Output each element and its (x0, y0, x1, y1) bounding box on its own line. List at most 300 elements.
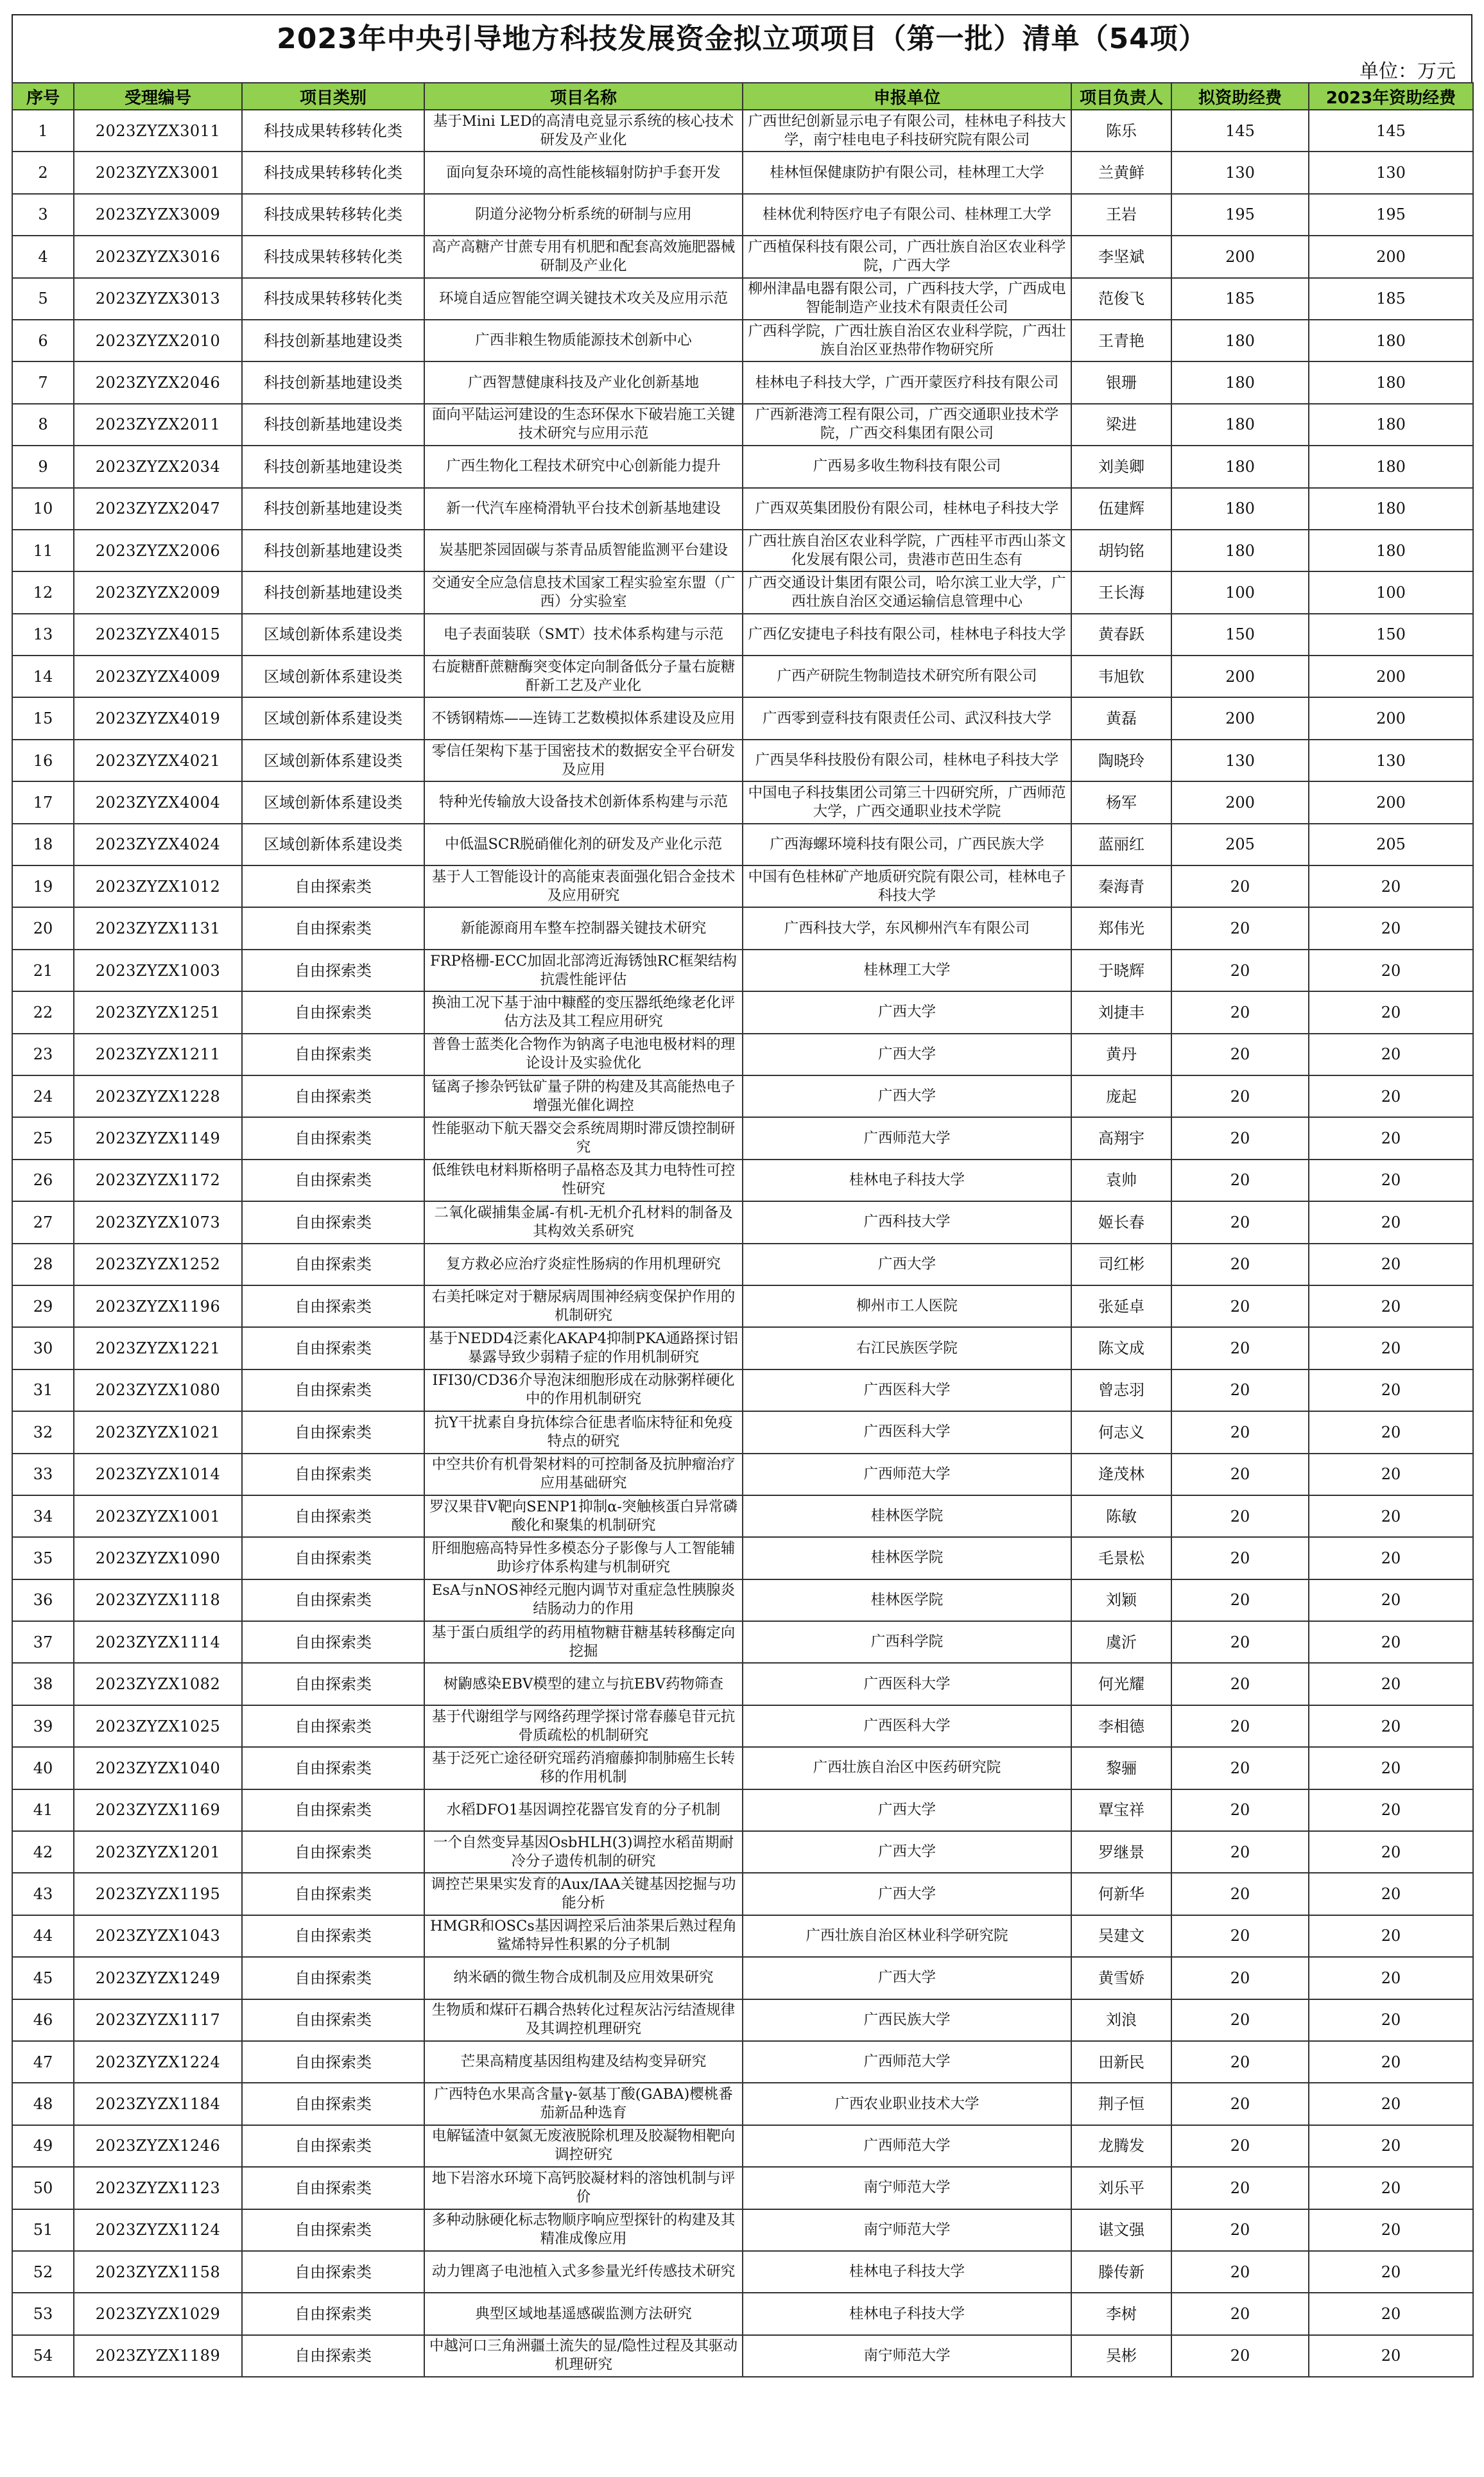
cell-category[interactable]: 科技成果转移转化类 (242, 194, 424, 236)
cell-fund-2023[interactable]: 180 (1309, 488, 1473, 530)
cell-fund[interactable]: 145 (1171, 110, 1309, 152)
cell-project-name[interactable]: 新能源商用车整车控制器关键技术研究 (424, 907, 743, 949)
col-header-no[interactable]: 序号 (12, 83, 74, 110)
cell-leader[interactable]: 李相德 (1071, 1705, 1171, 1747)
cell-no[interactable]: 7 (12, 361, 74, 403)
cell-leader[interactable]: 刘颖 (1071, 1579, 1171, 1621)
cell-applicant-unit[interactable]: 广西医科大学 (743, 1369, 1071, 1411)
cell-category[interactable]: 自由探索类 (242, 1495, 424, 1537)
cell-code[interactable]: 2023ZYZX1196 (74, 1285, 242, 1327)
cell-no[interactable]: 53 (12, 2293, 74, 2334)
cell-leader[interactable]: 荆子恒 (1071, 2083, 1171, 2125)
cell-fund[interactable]: 200 (1171, 781, 1309, 823)
cell-project-name[interactable]: IFI30/CD36介导泡沫细胞形成在动脉粥样硬化中的作用机制研究 (424, 1369, 743, 1411)
cell-project-name[interactable]: 广西特色水果高含量γ-氨基丁酸(GABA)樱桃番茄新品种选育 (424, 2083, 743, 2125)
cell-leader[interactable]: 王青艳 (1071, 320, 1171, 361)
cell-leader[interactable]: 秦海青 (1071, 865, 1171, 907)
cell-fund[interactable]: 20 (1171, 1873, 1309, 1915)
cell-applicant-unit[interactable]: 南宁师范大学 (743, 2209, 1071, 2251)
cell-leader[interactable]: 陶晓玲 (1071, 740, 1171, 781)
cell-applicant-unit[interactable]: 广西科学院 (743, 1621, 1071, 1663)
cell-applicant-unit[interactable]: 广西亿安捷电子科技有限公司，桂林电子科技大学 (743, 614, 1071, 656)
cell-leader[interactable]: 郑伟光 (1071, 907, 1171, 949)
cell-no[interactable]: 32 (12, 1411, 74, 1453)
col-header-unit[interactable]: 申报单位 (743, 83, 1071, 110)
cell-fund-2023[interactable]: 20 (1309, 1663, 1473, 1705)
cell-no[interactable]: 47 (12, 2041, 74, 2083)
cell-code[interactable]: 2023ZYZX1251 (74, 991, 242, 1033)
cell-no[interactable]: 37 (12, 1621, 74, 1663)
cell-project-name[interactable]: 广西非粮生物质能源技术创新中心 (424, 320, 743, 361)
cell-fund-2023[interactable]: 20 (1309, 2251, 1473, 2293)
cell-leader[interactable]: 何新华 (1071, 1873, 1171, 1915)
cell-applicant-unit[interactable]: 南宁师范大学 (743, 2167, 1071, 2209)
cell-applicant-unit[interactable]: 中国电子科技集团公司第三十四研究所，广西师范大学，广西交通职业技术学院 (743, 781, 1071, 823)
cell-fund-2023[interactable]: 20 (1309, 1873, 1473, 1915)
cell-fund-2023[interactable]: 100 (1309, 571, 1473, 613)
cell-leader[interactable]: 王长海 (1071, 571, 1171, 613)
cell-no[interactable]: 11 (12, 530, 74, 571)
cell-fund-2023[interactable]: 20 (1309, 2293, 1473, 2334)
cell-category[interactable]: 科技创新基地建设类 (242, 320, 424, 361)
cell-no[interactable]: 51 (12, 2209, 74, 2251)
cell-leader[interactable]: 覃宝祥 (1071, 1789, 1171, 1831)
cell-project-name[interactable]: 炭基肥茶园固碳与茶青品质智能监测平台建设 (424, 530, 743, 571)
cell-leader[interactable]: 黄磊 (1071, 697, 1171, 739)
cell-applicant-unit[interactable]: 广西昊华科技股份有限公司，桂林电子科技大学 (743, 740, 1071, 781)
cell-no[interactable]: 22 (12, 991, 74, 1033)
cell-fund[interactable]: 20 (1171, 1201, 1309, 1243)
cell-fund-2023[interactable]: 20 (1309, 991, 1473, 1033)
cell-category[interactable]: 自由探索类 (242, 1705, 424, 1747)
cell-fund-2023[interactable]: 200 (1309, 236, 1473, 277)
cell-fund[interactable]: 180 (1171, 320, 1309, 361)
cell-fund-2023[interactable]: 180 (1309, 404, 1473, 446)
cell-code[interactable]: 2023ZYZX1158 (74, 2251, 242, 2293)
cell-leader[interactable]: 兰黄鲜 (1071, 152, 1171, 193)
cell-no[interactable]: 38 (12, 1663, 74, 1705)
cell-leader[interactable]: 陈文成 (1071, 1327, 1171, 1369)
cell-code[interactable]: 2023ZYZX1124 (74, 2209, 242, 2251)
cell-project-name[interactable]: 中低温SCR脱硝催化剂的研发及产业化示范 (424, 824, 743, 865)
cell-fund-2023[interactable]: 20 (1309, 1621, 1473, 1663)
cell-code[interactable]: 2023ZYZX1090 (74, 1537, 242, 1579)
cell-project-name[interactable]: 锰离子掺杂钙钛矿量子阱的构建及其高能热电子增强光催化调控 (424, 1075, 743, 1117)
cell-fund[interactable]: 180 (1171, 530, 1309, 571)
cell-applicant-unit[interactable]: 广西大学 (743, 1789, 1071, 1831)
col-header-category[interactable]: 项目类别 (242, 83, 424, 110)
cell-no[interactable]: 46 (12, 1999, 74, 2041)
cell-leader[interactable]: 黄春跃 (1071, 614, 1171, 656)
cell-code[interactable]: 2023ZYZX1021 (74, 1411, 242, 1453)
cell-leader[interactable]: 曾志羽 (1071, 1369, 1171, 1411)
cell-applicant-unit[interactable]: 桂林电子科技大学 (743, 2293, 1071, 2334)
cell-code[interactable]: 2023ZYZX2047 (74, 488, 242, 530)
cell-fund[interactable]: 130 (1171, 152, 1309, 193)
cell-no[interactable]: 39 (12, 1705, 74, 1747)
cell-applicant-unit[interactable]: 广西产研院生物制造技术研究所有限公司 (743, 656, 1071, 697)
cell-code[interactable]: 2023ZYZX1172 (74, 1160, 242, 1201)
cell-category[interactable]: 自由探索类 (242, 1244, 424, 1285)
cell-leader[interactable]: 张延卓 (1071, 1285, 1171, 1327)
cell-leader[interactable]: 罗继景 (1071, 1831, 1171, 1873)
cell-no[interactable]: 52 (12, 2251, 74, 2293)
cell-leader[interactable]: 何光耀 (1071, 1663, 1171, 1705)
cell-fund[interactable]: 20 (1171, 1411, 1309, 1453)
cell-fund[interactable]: 180 (1171, 404, 1309, 446)
cell-project-name[interactable]: 面向复杂环境的高性能核辐射防护手套开发 (424, 152, 743, 193)
cell-project-name[interactable]: 一个自然变异基因OsbHLH(3)调控水稻苗期耐冷分子遗传机制的研究 (424, 1831, 743, 1873)
cell-project-name[interactable]: 中空共价有机骨架材料的可控制备及抗肿瘤治疗应用基础研究 (424, 1454, 743, 1495)
cell-fund-2023[interactable]: 205 (1309, 824, 1473, 865)
cell-no[interactable]: 44 (12, 1915, 74, 1957)
cell-code[interactable]: 2023ZYZX3016 (74, 236, 242, 277)
cell-applicant-unit[interactable]: 桂林电子科技大学 (743, 1160, 1071, 1201)
cell-code[interactable]: 2023ZYZX4021 (74, 740, 242, 781)
cell-no[interactable]: 43 (12, 1873, 74, 1915)
cell-no[interactable]: 6 (12, 320, 74, 361)
cell-leader[interactable]: 王岩 (1071, 194, 1171, 236)
cell-category[interactable]: 自由探索类 (242, 1411, 424, 1453)
cell-leader[interactable]: 龙腾发 (1071, 2125, 1171, 2167)
cell-fund[interactable]: 20 (1171, 907, 1309, 949)
cell-code[interactable]: 2023ZYZX1073 (74, 1201, 242, 1243)
cell-no[interactable]: 15 (12, 697, 74, 739)
cell-code[interactable]: 2023ZYZX4009 (74, 656, 242, 697)
cell-applicant-unit[interactable]: 广西民族大学 (743, 1999, 1071, 2041)
cell-no[interactable]: 16 (12, 740, 74, 781)
cell-no[interactable]: 29 (12, 1285, 74, 1327)
cell-category[interactable]: 自由探索类 (242, 1369, 424, 1411)
cell-fund-2023[interactable]: 20 (1309, 1747, 1473, 1789)
cell-fund-2023[interactable]: 20 (1309, 2083, 1473, 2125)
cell-no[interactable]: 28 (12, 1244, 74, 1285)
cell-fund-2023[interactable]: 20 (1309, 1285, 1473, 1327)
cell-fund[interactable]: 20 (1171, 2041, 1309, 2083)
cell-code[interactable]: 2023ZYZX1184 (74, 2083, 242, 2125)
cell-project-name[interactable]: 基于NEDD4泛素化AKAP4抑制PKA通路探讨铝暴露导致少弱精子症的作用机制研究 (424, 1327, 743, 1369)
cell-code[interactable]: 2023ZYZX1114 (74, 1621, 242, 1663)
cell-fund[interactable]: 20 (1171, 1285, 1309, 1327)
cell-fund[interactable]: 20 (1171, 1831, 1309, 1873)
cell-no[interactable]: 13 (12, 614, 74, 656)
cell-category[interactable]: 科技成果转移转化类 (242, 152, 424, 193)
cell-fund[interactable]: 20 (1171, 2083, 1309, 2125)
cell-fund[interactable]: 20 (1171, 1663, 1309, 1705)
cell-no[interactable]: 24 (12, 1075, 74, 1117)
cell-project-name[interactable]: 电解锰渣中氨氮无废液脱除机理及胶凝物相靶向调控研究 (424, 2125, 743, 2167)
cell-no[interactable]: 26 (12, 1160, 74, 1201)
cell-fund-2023[interactable]: 20 (1309, 1327, 1473, 1369)
cell-category[interactable]: 自由探索类 (242, 1034, 424, 1075)
cell-applicant-unit[interactable]: 广西医科大学 (743, 1411, 1071, 1453)
cell-leader[interactable]: 黎骊 (1071, 1747, 1171, 1789)
cell-code[interactable]: 2023ZYZX4024 (74, 824, 242, 865)
cell-code[interactable]: 2023ZYZX1082 (74, 1663, 242, 1705)
col-header-code[interactable]: 受理编号 (74, 83, 242, 110)
cell-leader[interactable]: 谌文强 (1071, 2209, 1171, 2251)
cell-code[interactable]: 2023ZYZX1211 (74, 1034, 242, 1075)
cell-fund[interactable]: 20 (1171, 1957, 1309, 1999)
cell-leader[interactable]: 银珊 (1071, 361, 1171, 403)
cell-fund[interactable]: 20 (1171, 1915, 1309, 1957)
cell-code[interactable]: 2023ZYZX1025 (74, 1705, 242, 1747)
cell-applicant-unit[interactable]: 广西大学 (743, 991, 1071, 1033)
cell-fund[interactable]: 20 (1171, 1160, 1309, 1201)
cell-leader[interactable]: 李树 (1071, 2293, 1171, 2334)
cell-fund-2023[interactable]: 180 (1309, 530, 1473, 571)
cell-fund[interactable]: 20 (1171, 1327, 1309, 1369)
cell-project-name[interactable]: 低维铁电材料斯格明子晶格态及其力电特性可控性研究 (424, 1160, 743, 1201)
cell-fund-2023[interactable]: 20 (1309, 1160, 1473, 1201)
cell-fund-2023[interactable]: 180 (1309, 446, 1473, 487)
cell-applicant-unit[interactable]: 广西科技大学 (743, 1201, 1071, 1243)
cell-project-name[interactable]: 芒果高精度基因组构建及结构变异研究 (424, 2041, 743, 2083)
cell-fund[interactable]: 180 (1171, 361, 1309, 403)
cell-fund[interactable]: 150 (1171, 614, 1309, 656)
cell-applicant-unit[interactable]: 柳州津晶电器有限公司，广西科技大学，广西成电智能制造产业技术有限责任公司 (743, 278, 1071, 320)
cell-code[interactable]: 2023ZYZX4004 (74, 781, 242, 823)
cell-project-name[interactable]: 环境自适应智能空调关键技术攻关及应用示范 (424, 278, 743, 320)
cell-applicant-unit[interactable]: 南宁师范大学 (743, 2335, 1071, 2377)
cell-fund-2023[interactable]: 20 (1309, 1831, 1473, 1873)
cell-leader[interactable]: 梁进 (1071, 404, 1171, 446)
cell-code[interactable]: 2023ZYZX2046 (74, 361, 242, 403)
cell-project-name[interactable]: 基于泛死亡途径研究瑶药消瘤藤抑制肺癌生长转移的作用机制 (424, 1747, 743, 1789)
cell-category[interactable]: 科技创新基地建设类 (242, 361, 424, 403)
cell-no[interactable]: 8 (12, 404, 74, 446)
cell-applicant-unit[interactable]: 广西零到壹科技有限责任公司、武汉科技大学 (743, 697, 1071, 739)
cell-leader[interactable]: 逄茂林 (1071, 1454, 1171, 1495)
cell-category[interactable]: 自由探索类 (242, 1201, 424, 1243)
cell-category[interactable]: 自由探索类 (242, 1957, 424, 1999)
cell-category[interactable]: 自由探索类 (242, 907, 424, 949)
cell-project-name[interactable]: 基于人工智能设计的高能束表面强化铝合金技术及应用研究 (424, 865, 743, 907)
cell-fund[interactable]: 20 (1171, 1537, 1309, 1579)
cell-no[interactable]: 33 (12, 1454, 74, 1495)
cell-project-name[interactable]: 交通安全应急信息技术国家工程实验室东盟（广西）分实验室 (424, 571, 743, 613)
cell-applicant-unit[interactable]: 广西大学 (743, 1075, 1071, 1117)
cell-no[interactable]: 18 (12, 824, 74, 865)
cell-fund-2023[interactable]: 150 (1309, 614, 1473, 656)
cell-no[interactable]: 25 (12, 1117, 74, 1159)
cell-project-name[interactable]: 多种动脉硬化标志物顺序响应型探针的构建及其精准成像应用 (424, 2209, 743, 2251)
cell-code[interactable]: 2023ZYZX1003 (74, 950, 242, 991)
cell-fund-2023[interactable]: 200 (1309, 697, 1473, 739)
cell-category[interactable]: 自由探索类 (242, 991, 424, 1033)
cell-leader[interactable]: 黄雪娇 (1071, 1957, 1171, 1999)
cell-code[interactable]: 2023ZYZX1252 (74, 1244, 242, 1285)
cell-applicant-unit[interactable]: 广西世纪创新显示电子有限公司，桂林电子科技大学，南宁桂电电子科技研究院有限公司 (743, 110, 1071, 152)
cell-fund-2023[interactable]: 20 (1309, 1579, 1473, 1621)
cell-category[interactable]: 自由探索类 (242, 2041, 424, 2083)
cell-category[interactable]: 自由探索类 (242, 2293, 424, 2334)
cell-fund[interactable]: 20 (1171, 1621, 1309, 1663)
cell-leader[interactable]: 黄丹 (1071, 1034, 1171, 1075)
cell-fund-2023[interactable]: 130 (1309, 152, 1473, 193)
cell-project-name[interactable]: EsA与nNOS神经元胞内调节对重症急性胰腺炎结肠动力的作用 (424, 1579, 743, 1621)
cell-code[interactable]: 2023ZYZX1189 (74, 2335, 242, 2377)
cell-fund[interactable]: 180 (1171, 446, 1309, 487)
cell-fund-2023[interactable]: 20 (1309, 907, 1473, 949)
cell-code[interactable]: 2023ZYZX1249 (74, 1957, 242, 1999)
cell-fund[interactable]: 20 (1171, 1999, 1309, 2041)
cell-category[interactable]: 自由探索类 (242, 2251, 424, 2293)
cell-code[interactable]: 2023ZYZX1118 (74, 1579, 242, 1621)
cell-category[interactable]: 科技创新基地建设类 (242, 404, 424, 446)
cell-code[interactable]: 2023ZYZX1117 (74, 1999, 242, 2041)
cell-category[interactable]: 自由探索类 (242, 1454, 424, 1495)
cell-leader[interactable]: 刘捷丰 (1071, 991, 1171, 1033)
cell-category[interactable]: 自由探索类 (242, 2167, 424, 2209)
cell-applicant-unit[interactable]: 广西医科大学 (743, 1705, 1071, 1747)
cell-applicant-unit[interactable]: 广西科学院，广西壮族自治区农业科学院，广西壮族自治区亚热带作物研究所 (743, 320, 1071, 361)
cell-fund[interactable]: 20 (1171, 2251, 1309, 2293)
cell-project-name[interactable]: 换油工况下基于油中糠醛的变压器纸绝缘老化评估方法及其工程应用研究 (424, 991, 743, 1033)
cell-applicant-unit[interactable]: 桂林恒保健康防护有限公司，桂林理工大学 (743, 152, 1071, 193)
cell-applicant-unit[interactable]: 广西农业职业技术大学 (743, 2083, 1071, 2125)
cell-no[interactable]: 49 (12, 2125, 74, 2167)
cell-code[interactable]: 2023ZYZX2010 (74, 320, 242, 361)
cell-fund-2023[interactable]: 20 (1309, 1957, 1473, 1999)
cell-fund-2023[interactable]: 20 (1309, 1999, 1473, 2041)
cell-category[interactable]: 自由探索类 (242, 1285, 424, 1327)
cell-code[interactable]: 2023ZYZX1228 (74, 1075, 242, 1117)
cell-applicant-unit[interactable]: 广西大学 (743, 1873, 1071, 1915)
cell-no[interactable]: 30 (12, 1327, 74, 1369)
cell-applicant-unit[interactable]: 广西大学 (743, 1957, 1071, 1999)
cell-leader[interactable]: 范俊飞 (1071, 278, 1171, 320)
cell-fund[interactable]: 20 (1171, 1034, 1309, 1075)
cell-leader[interactable]: 虞沂 (1071, 1621, 1171, 1663)
cell-fund[interactable]: 130 (1171, 740, 1309, 781)
cell-category[interactable]: 科技创新基地建设类 (242, 488, 424, 530)
cell-no[interactable]: 45 (12, 1957, 74, 1999)
cell-no[interactable]: 5 (12, 278, 74, 320)
cell-no[interactable]: 42 (12, 1831, 74, 1873)
cell-fund[interactable]: 20 (1171, 2125, 1309, 2167)
cell-leader[interactable]: 刘美卿 (1071, 446, 1171, 487)
cell-project-name[interactable]: 动力锂离子电池植入式多参量光纤传感技术研究 (424, 2251, 743, 2293)
cell-leader[interactable]: 毛景松 (1071, 1537, 1171, 1579)
cell-category[interactable]: 科技成果转移转化类 (242, 278, 424, 320)
cell-fund[interactable]: 20 (1171, 991, 1309, 1033)
cell-applicant-unit[interactable]: 广西交通设计集团有限公司，哈尔滨工业大学，广西壮族自治区交通运输信息管理中心 (743, 571, 1071, 613)
cell-category[interactable]: 区域创新体系建设类 (242, 697, 424, 739)
cell-category[interactable]: 自由探索类 (242, 950, 424, 991)
cell-project-name[interactable]: 罗汉果苷V靶向SENP1抑制α-突触核蛋白异常磷酸化和聚集的机制研究 (424, 1495, 743, 1537)
cell-fund[interactable]: 20 (1171, 1579, 1309, 1621)
cell-category[interactable]: 区域创新体系建设类 (242, 781, 424, 823)
cell-no[interactable]: 9 (12, 446, 74, 487)
cell-fund-2023[interactable]: 200 (1309, 656, 1473, 697)
cell-applicant-unit[interactable]: 广西科技大学，东风柳州汽车有限公司 (743, 907, 1071, 949)
cell-project-name[interactable]: 调控芒果果实发育的Aux/IAA关键基因挖掘与功能分析 (424, 1873, 743, 1915)
cell-fund[interactable]: 20 (1171, 1369, 1309, 1411)
cell-category[interactable]: 自由探索类 (242, 2125, 424, 2167)
cell-category[interactable]: 科技成果转移转化类 (242, 236, 424, 277)
cell-fund-2023[interactable]: 20 (1309, 2209, 1473, 2251)
cell-code[interactable]: 2023ZYZX3011 (74, 110, 242, 152)
cell-fund[interactable]: 20 (1171, 1495, 1309, 1537)
cell-no[interactable]: 2 (12, 152, 74, 193)
col-header-fund-2023[interactable]: 2023年资助经费 (1309, 83, 1473, 110)
cell-fund[interactable]: 20 (1171, 1747, 1309, 1789)
cell-category[interactable]: 科技创新基地建设类 (242, 571, 424, 613)
cell-category[interactable]: 自由探索类 (242, 1831, 424, 1873)
cell-leader[interactable]: 袁帅 (1071, 1160, 1171, 1201)
cell-no[interactable]: 10 (12, 488, 74, 530)
cell-fund-2023[interactable]: 20 (1309, 2125, 1473, 2167)
cell-fund[interactable]: 20 (1171, 1789, 1309, 1831)
cell-leader[interactable]: 吴彬 (1071, 2335, 1171, 2377)
cell-project-name[interactable]: 普鲁士蓝类化合物作为钠离子电池电极材料的理论设计及实验优化 (424, 1034, 743, 1075)
cell-project-name[interactable]: 二氧化碳捕集金属-有机-无机介孔材料的制备及其构效关系研究 (424, 1201, 743, 1243)
cell-category[interactable]: 自由探索类 (242, 1117, 424, 1159)
cell-no[interactable]: 17 (12, 781, 74, 823)
cell-project-name[interactable]: 新一代汽车座椅滑轨平台技术创新基地建设 (424, 488, 743, 530)
cell-leader[interactable]: 蓝丽红 (1071, 824, 1171, 865)
cell-project-name[interactable]: 零信任架构下基于国密技术的数据安全平台研发及应用 (424, 740, 743, 781)
cell-category[interactable]: 自由探索类 (242, 1075, 424, 1117)
cell-code[interactable]: 2023ZYZX1040 (74, 1747, 242, 1789)
cell-fund-2023[interactable]: 180 (1309, 320, 1473, 361)
cell-category[interactable]: 科技成果转移转化类 (242, 110, 424, 152)
cell-fund[interactable]: 20 (1171, 865, 1309, 907)
cell-code[interactable]: 2023ZYZX1246 (74, 2125, 242, 2167)
cell-applicant-unit[interactable]: 广西大学 (743, 1034, 1071, 1075)
cell-code[interactable]: 2023ZYZX1012 (74, 865, 242, 907)
cell-fund-2023[interactable]: 20 (1309, 1369, 1473, 1411)
cell-no[interactable]: 35 (12, 1537, 74, 1579)
cell-fund[interactable]: 200 (1171, 236, 1309, 277)
cell-category[interactable]: 自由探索类 (242, 2083, 424, 2125)
cell-code[interactable]: 2023ZYZX1123 (74, 2167, 242, 2209)
cell-project-name[interactable]: 基于Mini LED的高清电竞显示系统的核心技术研发及产业化 (424, 110, 743, 152)
cell-code[interactable]: 2023ZYZX1201 (74, 1831, 242, 1873)
cell-code[interactable]: 2023ZYZX3001 (74, 152, 242, 193)
cell-category[interactable]: 区域创新体系建设类 (242, 656, 424, 697)
cell-fund[interactable]: 20 (1171, 2167, 1309, 2209)
cell-no[interactable]: 54 (12, 2335, 74, 2377)
cell-project-name[interactable]: 基于蛋白质组学的药用植物糖苷糖基转移酶定向挖掘 (424, 1621, 743, 1663)
cell-fund[interactable]: 195 (1171, 194, 1309, 236)
cell-applicant-unit[interactable]: 广西植保科技有限公司，广西壮族自治区农业科学院，广西大学 (743, 236, 1071, 277)
cell-category[interactable]: 区域创新体系建设类 (242, 614, 424, 656)
cell-project-name[interactable]: 右美托咪定对于糖尿病周围神经病变保护作用的机制研究 (424, 1285, 743, 1327)
cell-fund-2023[interactable]: 20 (1309, 1117, 1473, 1159)
cell-code[interactable]: 2023ZYZX3009 (74, 194, 242, 236)
cell-fund[interactable]: 180 (1171, 488, 1309, 530)
cell-no[interactable]: 12 (12, 571, 74, 613)
cell-leader[interactable]: 陈乐 (1071, 110, 1171, 152)
cell-applicant-unit[interactable]: 桂林理工大学 (743, 950, 1071, 991)
cell-fund[interactable]: 20 (1171, 1075, 1309, 1117)
cell-fund-2023[interactable]: 20 (1309, 1411, 1473, 1453)
cell-category[interactable]: 自由探索类 (242, 1160, 424, 1201)
cell-leader[interactable]: 于晓辉 (1071, 950, 1171, 991)
cell-project-name[interactable]: 肝细胞癌高特异性多模态分子影像与人工智能辅助诊疗体系构建与机制研究 (424, 1537, 743, 1579)
cell-project-name[interactable]: 典型区域地基遥感碳监测方法研究 (424, 2293, 743, 2334)
cell-fund-2023[interactable]: 185 (1309, 278, 1473, 320)
cell-fund-2023[interactable]: 130 (1309, 740, 1473, 781)
cell-code[interactable]: 2023ZYZX3013 (74, 278, 242, 320)
cell-leader[interactable]: 高翔宇 (1071, 1117, 1171, 1159)
cell-code[interactable]: 2023ZYZX1149 (74, 1117, 242, 1159)
cell-no[interactable]: 40 (12, 1747, 74, 1789)
cell-fund-2023[interactable]: 20 (1309, 865, 1473, 907)
cell-project-name[interactable]: 右旋糖酐蔗糖酶突变体定向制备低分子量右旋糖酐新工艺及产业化 (424, 656, 743, 697)
